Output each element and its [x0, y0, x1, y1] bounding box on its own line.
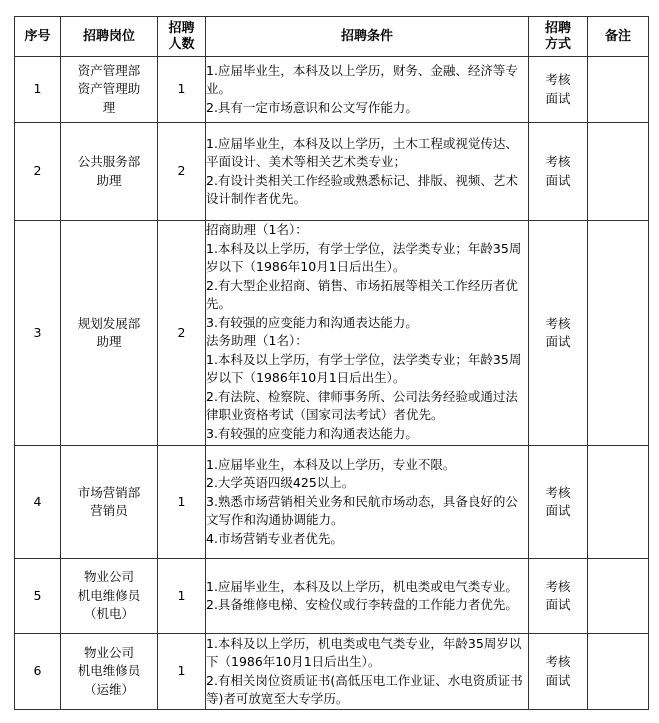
table-row: [15, 57, 649, 123]
row-count: 2: [158, 123, 206, 221]
requirement-line: 1.本科及以上学历，有学士学位，法学类专业；年龄35周岁以下（1986年10月1日后出生）。: [206, 351, 522, 385]
position-line: 物业公司: [83, 569, 134, 585]
position-line: 资产管理助: [77, 81, 141, 97]
row-notes: [588, 559, 649, 634]
row-index: 1: [15, 57, 61, 123]
requirement-line: 3.有较强的应变能力和沟通表达能力。: [206, 425, 418, 441]
row-count: 1: [158, 634, 206, 710]
method-line: 考核: [545, 72, 571, 87]
row-method: [529, 559, 588, 634]
position-line: 公共服务部: [77, 154, 141, 169]
row-requirements: [206, 221, 529, 446]
position-line: 物业公司: [83, 644, 134, 660]
table-body: [15, 57, 649, 710]
row-position: [61, 57, 158, 123]
position-line: （机电）: [83, 606, 134, 622]
header-count: [158, 17, 206, 57]
row-method: [529, 446, 588, 559]
row-index: 5: [15, 559, 61, 634]
header-method-line: 招聘: [544, 20, 571, 36]
header-position: 招聘岗位: [61, 17, 158, 57]
row-position: [61, 123, 158, 221]
method-line: 面试: [545, 90, 571, 106]
row-requirements: [206, 57, 529, 123]
table-row: [15, 446, 649, 559]
row-method: [529, 221, 588, 446]
row-notes: [588, 634, 649, 710]
header-notes: 备注: [588, 17, 649, 57]
row-notes: [588, 57, 649, 123]
position-line: 机电维修员: [77, 663, 141, 679]
header-count-line: 招聘: [168, 20, 195, 36]
row-index: 6: [15, 634, 61, 710]
method-line: 面试: [545, 503, 571, 518]
row-notes: [588, 221, 649, 446]
table-row: [15, 634, 649, 710]
position-line: 资产管理部: [77, 62, 141, 78]
position-line: 规划发展部: [77, 315, 141, 331]
row-position: [61, 559, 158, 634]
header-count-line: 人数: [168, 36, 195, 52]
method-line: 考核: [545, 484, 571, 500]
requirement-line: 1.应届毕业生，本科及以上学历，财务、金融、经济等专业。: [206, 62, 518, 97]
row-notes: [588, 446, 649, 559]
row-requirements: [206, 634, 529, 710]
header-requirements: 招聘条件: [206, 17, 529, 57]
recruitment-table: [14, 16, 649, 710]
requirement-line: 2.有设计类相关工作经验或熟悉标记、排版、视频、艺术设计制作者优先。: [206, 172, 518, 206]
position-line: 助理: [96, 172, 122, 188]
requirement-line: 2.有法院、检察院、律师事务所、公司法务经验或通过法律职业资格考试（国家司法考试）者优先。: [206, 388, 518, 422]
row-method: [529, 634, 588, 710]
requirement-line: 2.具备维修电梯、安检仪或行李转盘的工作能力者优先。: [206, 597, 518, 612]
row-position: [61, 634, 158, 710]
header-row: [15, 17, 649, 57]
header-method: [529, 17, 588, 57]
row-requirements: [206, 559, 529, 634]
method-line: 考核: [545, 578, 571, 594]
header-index: 序号: [15, 17, 61, 57]
row-count: 2: [158, 221, 206, 446]
row-method: [529, 123, 588, 221]
row-position: [61, 221, 158, 446]
row-count: 1: [158, 446, 206, 559]
requirement-line: 招商助理（1名）：: [206, 222, 308, 237]
method-line: 考核: [545, 654, 571, 669]
row-count: 1: [158, 57, 206, 123]
table-row: [15, 123, 649, 221]
method-line: 考核: [545, 154, 571, 169]
requirement-line: 3.有较强的应变能力和沟通表达能力。: [206, 314, 418, 330]
row-requirements: [206, 446, 529, 559]
requirement-line: 1.应届毕业生，本科及以上学历，机电类或电气类专业。: [206, 578, 518, 594]
requirement-line: 1.应届毕业生，本科及以上学历，专业不限。: [206, 456, 456, 472]
position-line: 市场营销部: [77, 484, 141, 500]
requirement-line: 4.市场营销专业者优先。: [206, 530, 343, 546]
method-line: 面试: [545, 334, 571, 349]
position-line: 理: [102, 99, 116, 115]
position-line: （运维）: [83, 681, 134, 697]
method-line: 面试: [545, 172, 571, 188]
requirement-line: 1.本科及以上学历，有学士学位，法学类专业；年龄35周岁以下（1986年10月1日后出生）。: [206, 240, 522, 274]
method-line: 面试: [545, 597, 571, 612]
row-method: [529, 57, 588, 123]
row-position: [61, 446, 158, 559]
row-index: 4: [15, 446, 61, 559]
requirement-line: 2.具有一定市场意识和公文写作能力。: [206, 99, 418, 115]
row-index: 3: [15, 221, 61, 446]
requirement-line: 1.本科及以上学历，机电类或电气类专业，年龄35周岁以下（1986年10月1日后出生）。: [206, 635, 522, 669]
row-count: 1: [158, 559, 206, 634]
method-line: 面试: [545, 672, 571, 688]
position-line: 助理: [96, 334, 122, 349]
table-row: [15, 221, 649, 446]
requirement-line: 2.有大型企业招商、销售、市场拓展等相关工作经历者优先。: [206, 277, 518, 311]
method-line: 考核: [545, 315, 571, 331]
table-row: [15, 559, 649, 634]
position-line: 机电维修员: [77, 587, 141, 603]
row-requirements: [206, 123, 529, 221]
requirement-line: 法务助理（1名）：: [206, 333, 308, 348]
header-method-line: 方式: [544, 36, 571, 52]
requirement-line: 1.应届毕业生，本科及以上学历，土木工程或视觉传达、平面设计、美术等相关艺术类专业；: [206, 135, 518, 169]
row-index: 2: [15, 123, 61, 221]
requirement-line: 3.熟悉市场营销相关业务和民航市场动态，具备良好的公文写作和沟通协调能力。: [206, 493, 518, 528]
requirement-line: 2.有相关岗位资质证书(高低压电工作业证、水电资质证书等)者可放宽至大专学历。: [206, 672, 523, 706]
row-notes: [588, 123, 649, 221]
position-line: 营销员: [90, 503, 128, 518]
requirement-line: 2.大学英语四级425以上。: [206, 475, 355, 491]
